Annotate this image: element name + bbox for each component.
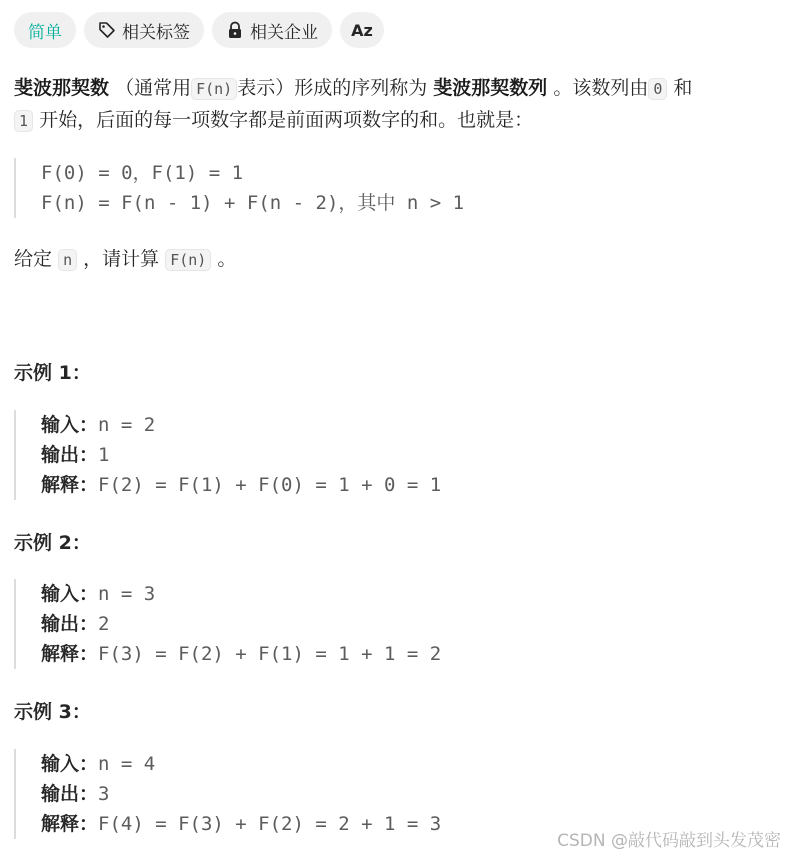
related-tags-button[interactable] [84,12,204,48]
inline-code: F(n) [191,78,237,100]
task-sentence [14,244,236,275]
example-input-line [41,749,441,779]
example-explain-line [41,470,441,500]
description-line-1 [14,73,692,104]
intro-text: （通常用 [115,77,192,99]
csdn-watermark: CSDN @敲代码敲到头发茂密 [557,831,781,851]
example-explain-line [41,639,441,669]
example-output-line [41,440,441,470]
sequence-term: 斐波那契数列 [433,77,548,99]
output-label: 输出： [41,783,99,805]
example-explain-value: F(4) = F(3) + F(2) = 2 + 1 = 3 [98,813,442,835]
example-input-value: n = 2 [98,414,156,436]
intro-text: 表示）形成的序列称为 [237,77,428,99]
example-output-value: 1 [98,444,110,466]
task-text: 。 [217,248,237,270]
example-input-line [41,579,441,609]
formula-block [14,158,464,218]
intro-text: 。该数列由 [553,77,649,99]
input-label: 输入： [41,414,99,436]
intro-text: 和 [673,77,693,99]
example-output-line [41,779,441,809]
example-input-value: n = 3 [98,583,156,605]
related-companies-label: 相关企业 [250,22,318,43]
inline-code: n [58,249,77,271]
example-explain-value: F(2) = F(1) + F(0) = 1 + 0 = 1 [98,474,442,496]
explain-label: 解释： [41,643,99,665]
example-title: 示例 1： [14,362,91,384]
translate-icon: Aᴢ [351,20,373,40]
example-block [14,579,441,669]
formula-line: F(n) = F(n - 1) + F(n - 2)，其中 n > 1 [41,192,465,214]
task-text: 给定 [14,248,53,270]
example-output-line [41,609,441,639]
output-label: 输出： [41,444,99,466]
example-block [14,410,441,500]
fibonacci-term: 斐波那契数 [14,77,110,99]
tag-bar [14,12,384,48]
translate-button[interactable] [340,12,384,48]
example-output-value: 2 [98,613,110,635]
inline-code: 0 [648,78,667,100]
explain-label: 解释： [41,813,99,835]
example-title: 示例 2： [14,532,91,554]
related-companies-button[interactable] [212,12,332,48]
tag-icon [98,21,116,39]
input-label: 输入： [41,753,99,775]
description-line-2 [14,105,533,136]
example-input-value: n = 4 [98,753,156,775]
difficulty-badge[interactable] [14,12,76,48]
example-block [14,749,441,839]
difficulty-label: 简单 [28,22,62,43]
explain-label: 解释： [41,474,99,496]
output-label: 输出： [41,613,99,635]
example-input-line [41,410,441,440]
inline-code: 1 [14,110,33,132]
example-explain-value: F(3) = F(2) + F(1) = 1 + 1 = 2 [98,643,442,665]
inline-code: F(n) [165,249,211,271]
example-explain-line [41,809,441,839]
example-title: 示例 3： [14,701,91,723]
intro-text: 开始，后面的每一项数字都是前面两项数字的和。也就是： [39,109,534,131]
lock-icon [226,21,244,39]
task-text: ，请计算 [83,248,160,270]
formula-line: F(0) = 0，F(1) = 1 [41,162,244,184]
related-tags-label: 相关标签 [122,22,190,43]
example-output-value: 3 [98,783,110,805]
input-label: 输入： [41,583,99,605]
